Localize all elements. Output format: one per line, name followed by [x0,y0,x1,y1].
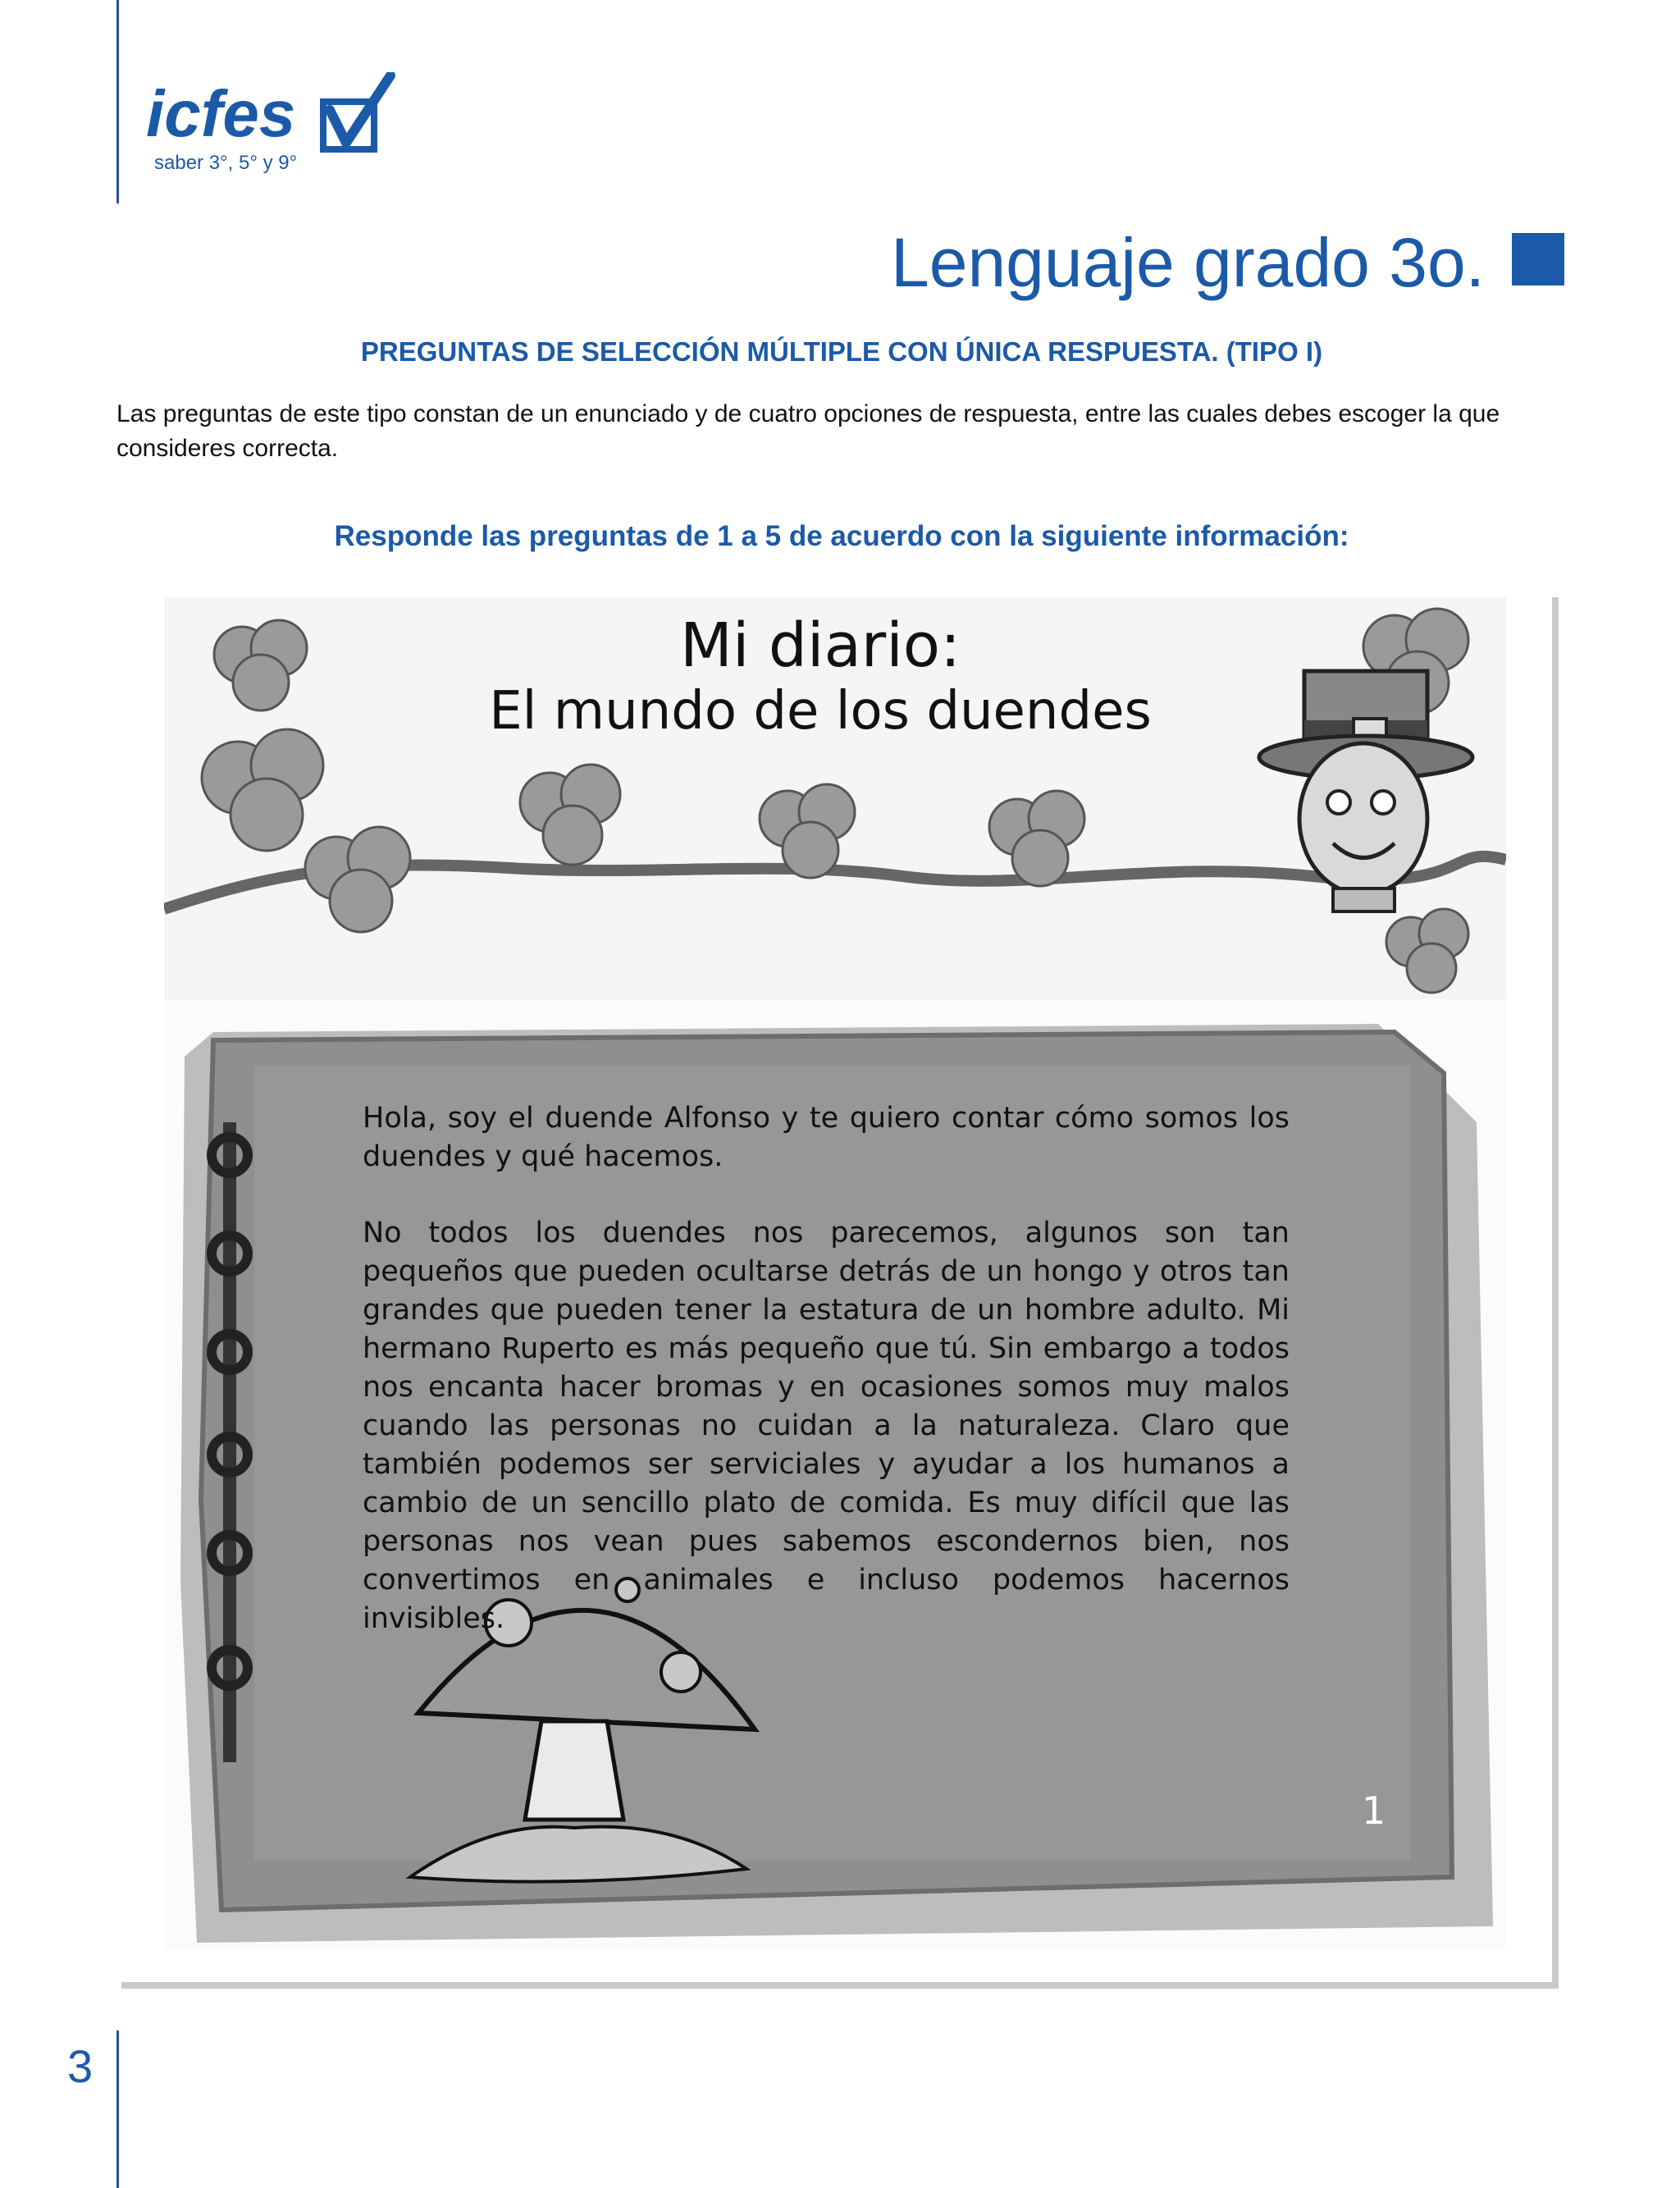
frame-border-right [1552,597,1559,1989]
section-heading: PREGUNTAS DE SELECCIÓN MÚLTIPLE CON ÚNICA RESPUESTA. (TIPO I) [360,336,1323,367]
check-icon [330,75,390,143]
title-square-icon [1512,233,1564,285]
page-title: Lenguaje grado 3o. [891,224,1485,301]
frame-border-bottom [121,1982,1559,1989]
margin-rule-top [116,0,119,203]
logo-subtitle: saber 3°, 5° y 9° [154,152,298,174]
icfes-logo [144,72,423,179]
reading-subtitle: El mundo de los duendes [489,681,1152,742]
instructions-text: Las preguntas de este tipo constan de un enunciado y de cuatro opciones de respuesta, entre las cuales debes escoger la que consideres correcta. [116,400,1500,462]
logo-wordmark: icfes [146,77,296,150]
diary-paragraph: Hola, soy el duende Alfonso y te quiero contar cómo somos los duendes y qué hacemos. [363,1102,1290,1173]
diary-text [363,1099,1290,1676]
margin-rule-bottom [116,2030,119,2188]
questions-prompt: Responde las preguntas de 1 a 5 de acuerdo con la siguiente información: [334,520,1349,552]
diary-paragraph: No todos los duendes nos parecemos, algunos son tan pequeños que pueden ocultarse detrás de un hongo y otros tan grandes que pueden tener la estatura de un hombre adulto. Mi hermano Ruperto es más pequeño que tú. Sin embargo a todos nos encanta hacer bromas y en ocasiones somos muy malos cuando las personas no cuidan a la naturaleza. Claro que también podemos ser serviciales y ayudar a los humanos a cambio de un sencillo plato de comida. Es muy difícil que las personas nos vean pues sabemos escondernos bien, nos convertimos en animales e incluso podemos hacernos invisibles. [363,1217,1290,1635]
reading-page-marker: 1 [1362,1788,1386,1833]
page-number: 3 [67,2040,94,2092]
reading-title: Mi diario: [680,610,961,681]
